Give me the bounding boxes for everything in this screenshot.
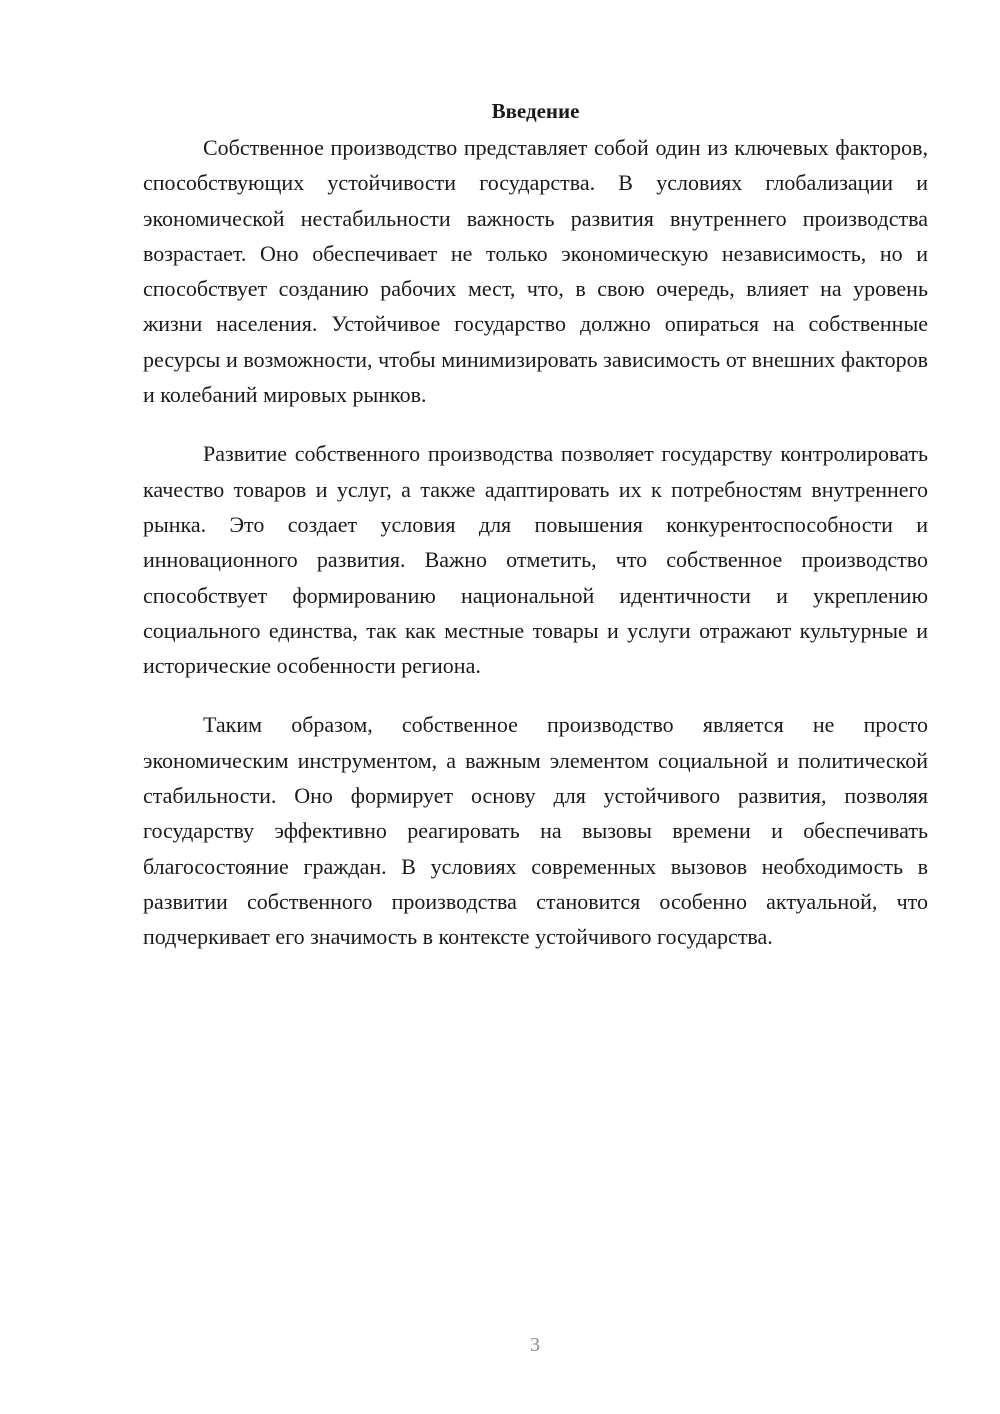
section-title: Введение [491,99,580,123]
paragraph-3: Таким образом, собственное производство является не просто экономическим инструментом, а важным элементом социальной и политической стабильности. Оно формирует основу для устойчивого развития, позволяя государству эффективно реагировать на вызовы времени и обеспечивать благосостояние граждан. В условиях современных вызовов необходимость в развитии собственного производства становится особенно актуальной, что подчеркивает его значимость в контексте устойчивого государства. [143,712,928,950]
paragraph-1: Собственное производство представляет собой один из ключевых факторов, способствующих устойчивости государства. В условиях глобализации и экономической нестабильности важность развития внутреннего производства возрастает. Оно обеспечивает не только экономическую независимость, но и способствует созданию рабочих мест, что, в свою очередь, влияет на уровень жизни населения. Устойчивое государство должно опираться на собственные ресурсы и возможности, чтобы минимизировать зависимость от внешних факторов и колебаний мировых рынков. [143,135,928,408]
paragraph-2: Развитие собственного производства позволяет государству контролировать качество товаров и услуг, а также адаптировать их к потребностям внутреннего рынка. Это создает условия для повышения конкурентоспособности и инновационного развития. Важно отметить, что собственное производство способствует формированию национальной идентичности и укреплению социального единства, так как местные товары и услуги отражают культурные и исторические особенности региона. [143,441,928,679]
document-body [143,96,928,979]
page-number: 3 [530,1334,540,1356]
